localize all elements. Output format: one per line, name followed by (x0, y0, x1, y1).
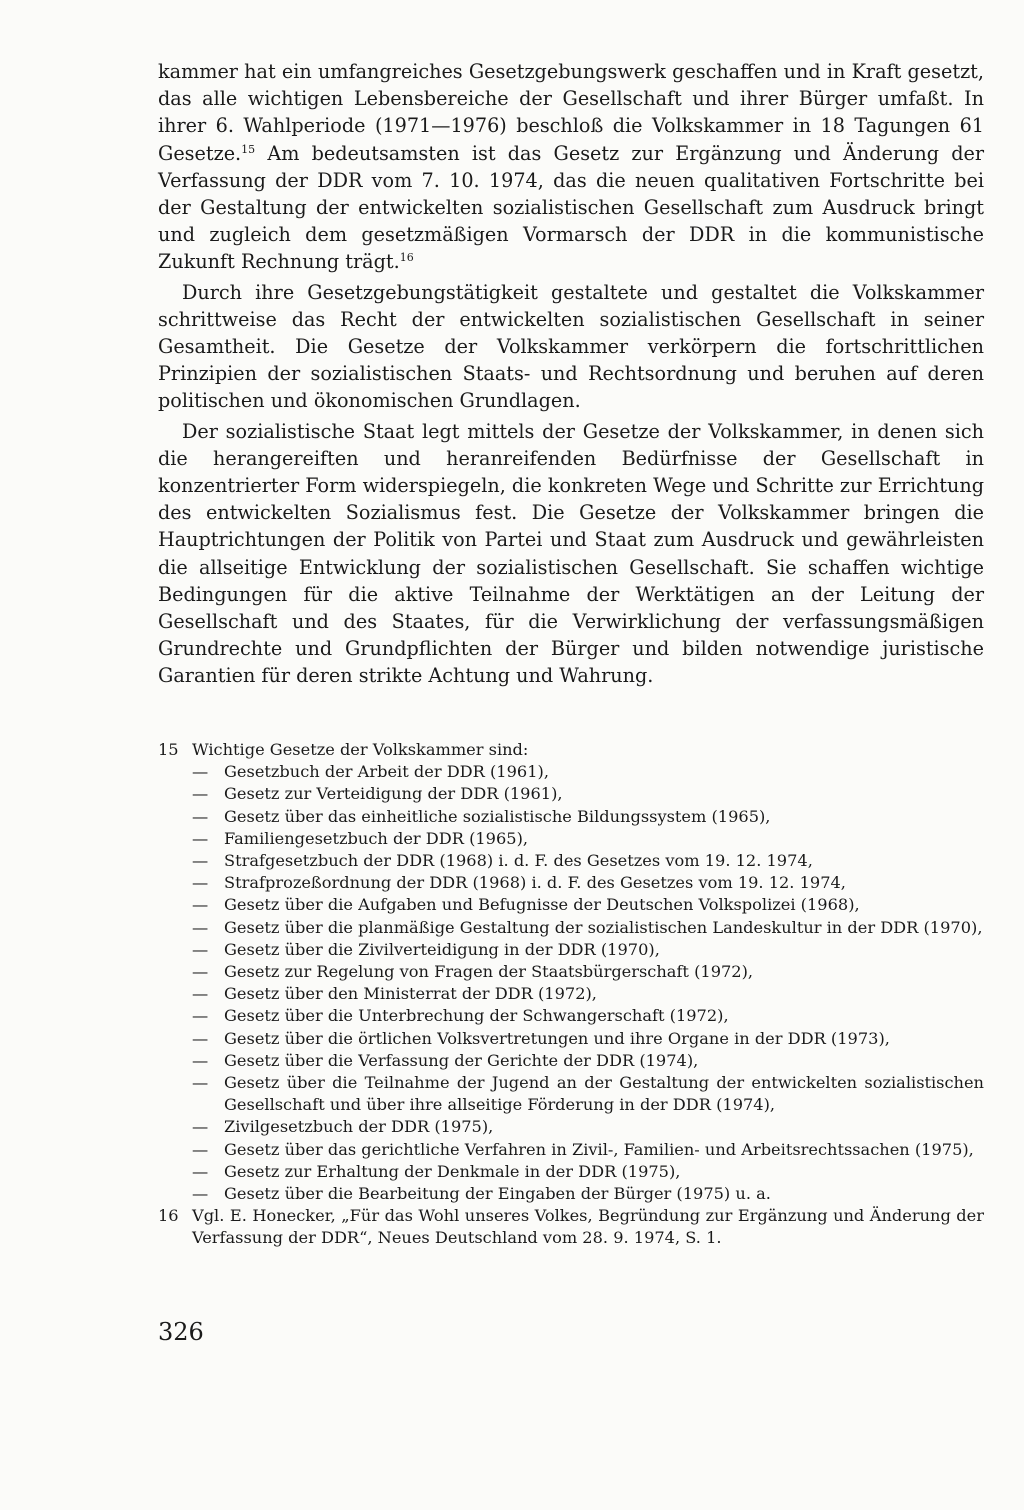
dash-bullet: — (192, 1117, 209, 1137)
list-item (192, 850, 984, 872)
list-item (192, 1116, 984, 1138)
list-item (192, 1028, 984, 1050)
paragraph-1-part-1: kammer hat ein umfangreiches Gesetzgebungswerk geschaffen und in Kraft gesetzt, das alle wichtigen Lebensbereiche der Gesellschaft und ihrer Bürger umfaßt. In ihrer 6. Wahlperiode (1971—1976) beschloß die Volkskammer in 18 Tagungen 61 Gesetze. (158, 60, 984, 165)
dash-bullet: — (192, 1139, 209, 1159)
list-item (192, 872, 984, 894)
list-item (192, 783, 984, 805)
footnote-intro: Wichtige Gesetze der Volkskammer sind: (192, 740, 529, 759)
dash-bullet: — (192, 1006, 209, 1026)
page-number: 326 (158, 1318, 204, 1346)
law-title: Gesetz über die planmäßige Gestaltung der sozialistischen Landeskultur in der DDR (1970), (224, 917, 983, 937)
dash-bullet: — (192, 917, 209, 937)
list-item (192, 917, 984, 939)
dash-bullet: — (192, 1028, 209, 1048)
law-title: Gesetz über die Bearbeitung der Eingaben der Bürger (1975) u. a. (224, 1184, 771, 1204)
paragraph-3: Der sozialistische Staat legt mittels der Gesetze der Volkskammer, in denen sich die herangereiften und heranreifenden Bedürfnisse der Gesellschaft in konzentrierter Form widerspiegeln, die konkreten Wege und Schritte zur Errichtung des entwickelten Sozialismus fest. Die Gesetze der Volkskammer bringen die Hauptrichtungen der Politik von Partei und Staat zum Ausdruck und gewährleisten die allseitige Entwicklung der sozialistischen Gesellschaft. Sie schaffen wichtige Bedingungen für die aktive Teilnahme der Werktätigen an der Leitung der Gesellschaft und des Staates, für die Verwirklichung der verfassungsmäßigen Grundrechte und Grundpflichten der Bürger und bilden notwendige juristische Garantien für deren strikte Achtung und Wahrung. (158, 419, 984, 688)
law-title: Gesetz zur Verteidigung der DDR (1961), (224, 784, 563, 804)
list-item (192, 806, 984, 828)
paragraph-1-part-2: Am bedeutsamsten ist das Gesetz zur Ergänzung und Änderung der Verfassung der DDR vom 7. 10. 1974, das die neuen qualitativen Fortschritte bei der Gestaltung der entwickelten sozialistischen Gesellschaft zum Ausdruck bringt und zugleich dem gesetzmäßigen Vormarsch der DDR in die kommunistische Zukunft Rechnung trägt. (158, 141, 984, 274)
dash-bullet: — (192, 1161, 209, 1181)
dash-bullet: — (192, 895, 209, 915)
dash-bullet: — (192, 873, 209, 893)
paragraph-2: Durch ihre Gesetzgebungstätigkeit gestaltete und gestaltet die Volkskammer schrittweise das Recht der entwickelten sozialistischen Gesellschaft in seiner Gesamtheit. Die Gesetze der Volkskammer verkörpern die fortschrittlichen Prinzipien der sozialistischen Staats- und Rechtsordnung und beruhen auf deren politischen und ökonomischen Grundlagen. (158, 280, 984, 413)
list-item (192, 828, 984, 850)
footnote-number: 15 (158, 740, 179, 759)
law-title: Gesetz über das gerichtliche Verfahren in Zivil-, Familien- und Arbeitsrechtssachen (1975), (224, 1139, 974, 1159)
law-title: Gesetz über die Unterbrechung der Schwangerschaft (1972), (224, 1006, 729, 1026)
dash-bullet: — (192, 762, 209, 782)
list-item (192, 1139, 984, 1161)
dash-bullet: — (192, 962, 209, 982)
law-list (192, 761, 984, 1205)
paragraph-1 (158, 58, 984, 276)
law-title: Strafgesetzbuch der DDR (1968) i. d. F. des Gesetzes vom 19. 12. 1974, (224, 851, 813, 871)
law-title: Zivilgesetzbuch der DDR (1975), (224, 1117, 494, 1137)
dash-bullet: — (192, 784, 209, 804)
dash-bullet: — (192, 939, 209, 959)
law-title: Gesetz über die Zivilverteidigung in der DDR (1970), (224, 939, 660, 959)
footnote-ref-16[interactable]: 16 (399, 251, 414, 265)
law-title: Gesetz über die Aufgaben und Befugnisse der Deutschen Volkspolizei (1968), (224, 895, 860, 915)
law-title: Gesetz über das einheitliche sozialistische Bildungssystem (1965), (224, 806, 771, 826)
law-title: Gesetzbuch der Arbeit der DDR (1961), (224, 762, 549, 782)
footnotes (158, 739, 984, 1250)
dash-bullet: — (192, 1073, 209, 1093)
law-title: Strafprozeßordnung der DDR (1968) i. d. F. des Gesetzes vom 19. 12. 1974, (224, 873, 846, 893)
list-item (192, 1183, 984, 1205)
list-item (192, 1072, 984, 1116)
footnote-16 (158, 1205, 984, 1249)
list-item (192, 1005, 984, 1027)
law-title: Gesetz über die Teilnahme der Jugend an der Gestaltung der entwickelten sozialistischen Gesellschaft und über ihre allseitige Förderung in der DDR (1974), (224, 1073, 984, 1115)
law-title: Gesetz über den Ministerrat der DDR (1972), (224, 984, 597, 1004)
list-item (192, 983, 984, 1005)
law-title: Gesetz über die Verfassung der Gerichte der DDR (1974), (224, 1050, 699, 1070)
law-title: Gesetz über die örtlichen Volksvertretungen und ihre Organe in der DDR (1973), (224, 1028, 890, 1048)
list-item (192, 761, 984, 783)
dash-bullet: — (192, 1184, 209, 1204)
list-item (192, 961, 984, 983)
dash-bullet: — (192, 851, 209, 871)
footnote-15 (158, 739, 984, 1205)
dash-bullet: — (192, 806, 209, 826)
footnote-ref-15[interactable]: 15 (241, 142, 256, 156)
law-title: Gesetz zur Regelung von Fragen der Staatsbürgerschaft (1972), (224, 962, 754, 982)
footnote-body (192, 739, 984, 1205)
law-title: Familiengesetzbuch der DDR (1965), (224, 828, 529, 848)
dash-bullet: — (192, 984, 209, 1004)
list-item (192, 894, 984, 916)
list-item (192, 939, 984, 961)
law-title: Gesetz zur Erhaltung der Denkmale in der DDR (1975), (224, 1161, 681, 1181)
list-item (192, 1050, 984, 1072)
dash-bullet: — (192, 1050, 209, 1070)
dash-bullet: — (192, 828, 209, 848)
footnote-number: 16 (158, 1206, 179, 1226)
footnote-body: Vgl. E. Honecker, „Für das Wohl unseres Volkes, Begründung zur Ergänzung und Änderung der Verfassung der DDR“, Neues Deutschland vom 28. 9. 1974, S. 1. (192, 1206, 984, 1248)
main-text (158, 58, 984, 690)
list-item (192, 1161, 984, 1183)
